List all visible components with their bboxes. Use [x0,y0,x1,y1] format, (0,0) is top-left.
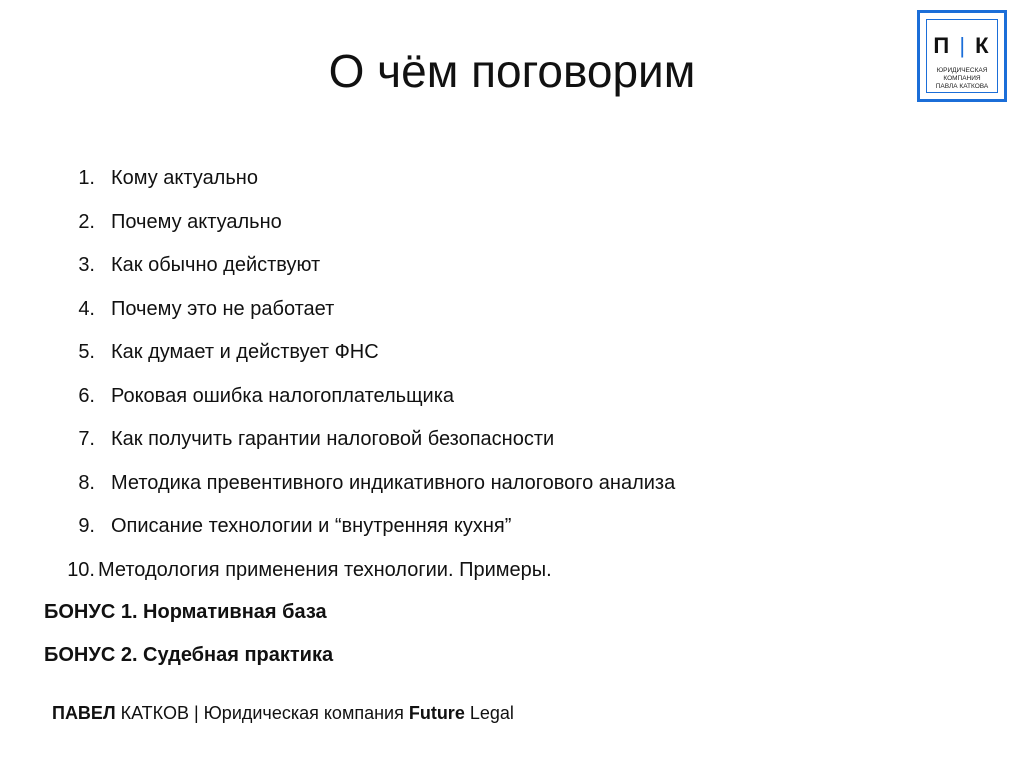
logo-caption-line: ЮРИДИЧЕСКАЯ [936,67,988,74]
agenda-item-number: 8. [78,471,95,494]
agenda-item-number: 6. [78,384,95,407]
agenda-item-number: 10. [67,558,95,581]
bonus-2: БОНУС 2. Судебная практика [44,644,334,666]
agenda-item-number: 5. [78,341,95,363]
agenda-item [48,252,888,296]
agenda-item [48,383,888,427]
agenda-item-number: 2. [78,210,95,233]
agenda-item-number: 1. [78,167,95,189]
company-logo [917,10,1007,102]
agenda-item-text: Как обычно действуют [111,254,321,276]
agenda-item-text: Методология применения технологии. Примеры. [98,558,552,581]
agenda-item-text: Методика превентивного индикативного налогового анализа [111,471,676,494]
logo-separator: | [959,33,968,58]
agenda-list [48,165,888,600]
agenda-item [48,557,888,601]
bonus-1: БОНУС 1. Нормативная база [44,601,327,623]
agenda-item-text: Как думает и действует ФНС [111,341,379,363]
agenda-item-text: Описание технологии и “внутренняя кухня” [111,515,512,537]
agenda-item [48,165,888,209]
logo-letter-left: П [933,33,952,58]
agenda-item-number: 3. [78,254,95,276]
footer-name-bold: ПАВЕЛ [52,703,116,723]
agenda-item-number: 4. [78,297,95,320]
agenda-item-text: Как получить гарантии налоговой безопасности [111,428,555,450]
logo-letters [920,33,1004,59]
agenda-item-text: Почему это не работает [111,297,335,320]
agenda-item-text: Почему актуально [111,210,282,233]
agenda-item [48,426,888,470]
agenda-item [48,296,888,340]
logo-letter-right: К [975,33,991,58]
slide-title: О чём поговорим [328,45,696,97]
agenda-item [48,339,888,383]
footer-name-rest: КАТКОВ | Юридическая компания [115,703,409,723]
logo-caption-line: КОМПАНИЯ [943,75,981,82]
agenda-item [48,470,888,514]
footer-company-bold: Future [408,703,465,723]
logo-caption [924,67,1000,91]
logo-caption-line: ПАВЛА КАТКОВА [935,83,989,90]
agenda-item-text: Роковая ошибка налогоплательщика [111,384,455,407]
agenda-item [48,209,888,253]
footer-credit [52,703,514,724]
footer-company-rest: Legal [464,703,514,723]
agenda-item-number: 9. [78,515,95,537]
agenda-item-text: Кому актуально [111,167,258,189]
agenda-item-number: 7. [78,428,95,450]
agenda-item [48,513,888,557]
